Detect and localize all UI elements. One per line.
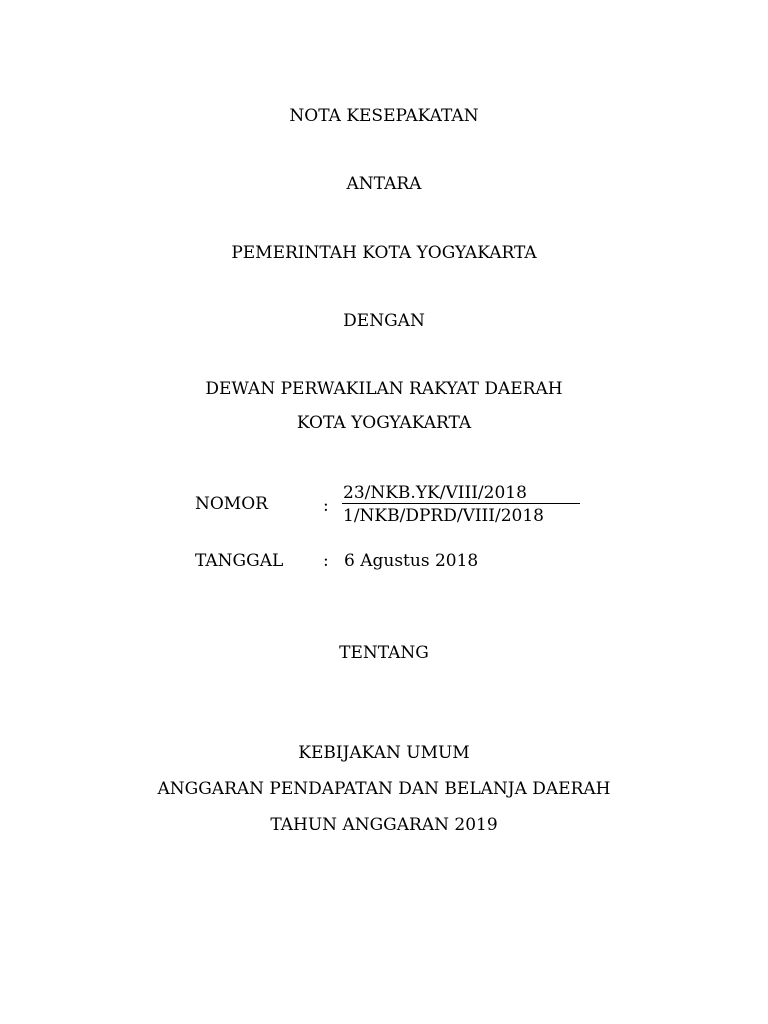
number-divider [342, 503, 580, 504]
number-value-top: 23/NKB.YK/VIII/2018 [343, 483, 527, 503]
document-title: NOTA KESEPAKATAN [289, 106, 479, 126]
date-value: 6 Agustus 2018 [344, 551, 479, 571]
party-two-line1: DEWAN PERWAKILAN RAKYAT DAERAH [205, 379, 563, 399]
number-value-bottom: 1/NKB/DPRD/VIII/2018 [343, 506, 544, 526]
date-label: TANGGAL [195, 551, 284, 571]
subject-line2: ANGGARAN PENDAPATAN DAN BELANJA DAERAH [157, 779, 611, 799]
party-one: PEMERINTAH KOTA YOGYAKARTA [231, 243, 537, 263]
date-colon: : [323, 551, 329, 571]
subject-line3: TAHUN ANGGARAN 2019 [270, 815, 498, 835]
between-label: ANTARA [346, 174, 422, 194]
with-label: DENGAN [343, 311, 425, 331]
about-label: TENTANG [339, 643, 429, 663]
number-colon: : [323, 496, 329, 516]
party-two-line2: KOTA YOGYAKARTA [296, 413, 472, 433]
number-label: NOMOR [195, 494, 268, 514]
subject-line1: KEBIJAKAN UMUM [298, 743, 470, 763]
